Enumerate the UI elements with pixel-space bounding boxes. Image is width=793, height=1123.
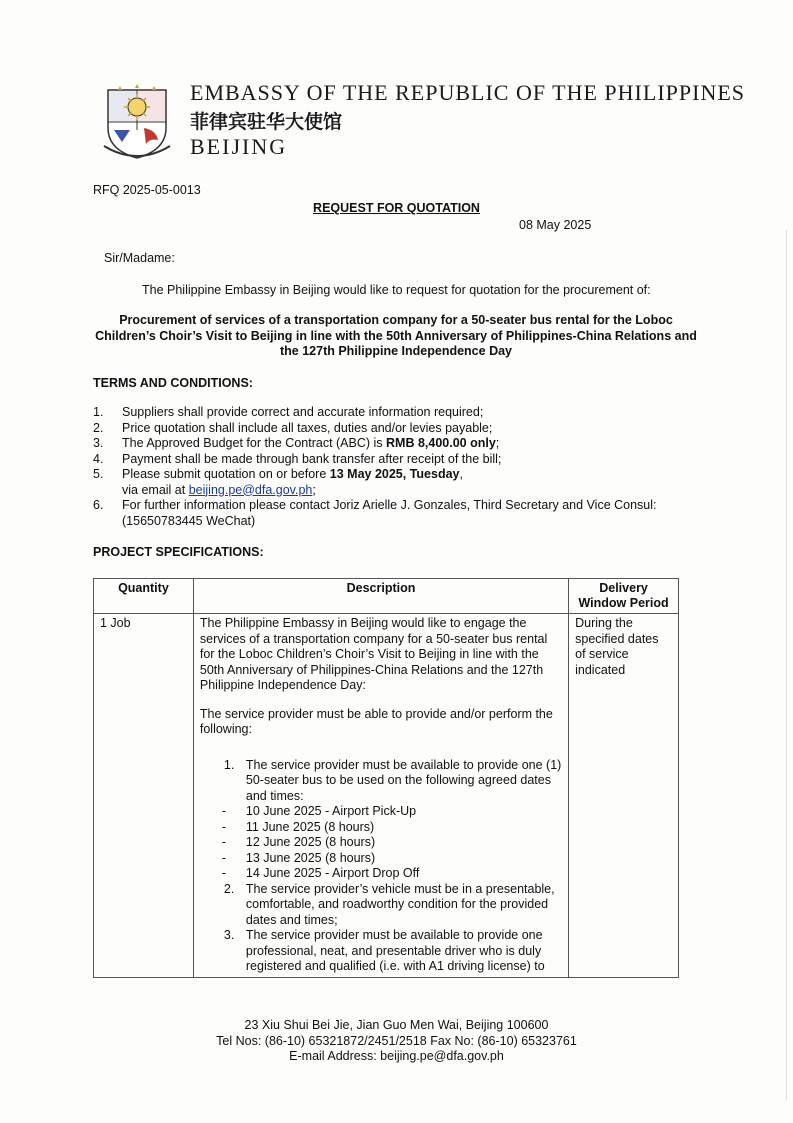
cell-quantity: 1 Job [94,614,194,978]
cell-description [193,614,568,978]
list-item: 2. The service provider’s vehicle must be in a presentable, comfortable, and roadworthy condition for the provided dates and times; [223,881,555,927]
description-paragraph: The Philippine Embassy in Beijing would like to engage the services of a transportation company for a 50-seater bus rental for the Loboc Children’s Choir’s Visit to Beijing in line with the 50th Anniversary of Philippines-China Relations and the 127th Philippine Independence Day: [199,616,548,692]
terms-heading: TERMS AND CONDITIONS: [93,376,253,390]
scan-edge-line [786,230,787,1100]
rfq-number: RFQ 2025-05-0013 [93,183,201,197]
table-header-row [94,579,679,614]
list-item: - 14 June 2025 - Airport Drop Off [221,866,420,880]
footer-address: 23 Xiu Shui Bei Jie, Jian Guo Men Wai, Beijing 100600 [244,1018,549,1032]
list-item: - 13 June 2025 (8 hours) [221,850,376,865]
term-item: 3. The Approved Budget for the Contract (ABC) is RMB 8,400.00 only; [93,436,500,450]
cell-delivery: During the specified dates of service indicated [569,614,679,978]
terms-list [93,405,693,529]
footer [0,1018,793,1065]
table-row [94,614,679,978]
list-item: - 12 June 2025 (8 hours) [221,835,376,849]
specs-heading: PROJECT SPECIFICATIONS: [93,545,264,559]
intro-paragraph: The Philippine Embassy in Beijing would like to request for quotation for the procurement of: [142,283,651,297]
abc-amount: RMB 8,400.00 only [386,436,496,450]
description-paragraph: The service provider must be able to provide and/or perform the following: [199,706,553,736]
procurement-subject: Procurement of services of a transportation company for a 50-seater bus rental for the Loboc Children’s Choir’s Visit to Beijing in line with the 50th Anniversary of Philippines-China Relations and the 127th Philippine Independence Day [95,313,697,358]
list-item: - 10 June 2025 - Airport Pick-Up [221,804,417,818]
term-item: 4. Payment shall be made through bank transfer after receipt of the bill; [93,451,502,466]
document-title: REQUEST FOR QUOTATION [313,201,480,215]
col-header-delivery: Delivery Window Period [569,579,679,614]
salutation: Sir/Madame: [104,251,175,265]
letterhead-city: BEIJING [190,134,288,159]
col-header-description: Description [193,579,568,614]
list-item: 1. The service provider must be available to provide one (1) 50-seater bus to be used on the following agreed dates and times: [223,757,562,803]
specifications-table [93,578,679,978]
term-item: 1. Suppliers shall provide correct and accurate information required; [93,405,484,419]
term-item: 2. Price quotation shall include all taxes, duties and/or levies payable; [93,420,493,435]
deadline-date: 13 May 2025, Tuesday [329,467,460,481]
term-item: 6. For further information please contact Joriz Arielle J. Gonzales, Third Secretary and Vice Consul: (15650783445 WeChat) [93,498,657,528]
list-item: - 11 June 2025 (8 hours) [221,819,375,834]
document-date: 08 May 2025 [519,218,592,232]
list-item: 3. The service provider must be available to provide one professional, neat, and presentable driver who is duly registered and qualified (i.e. with A1 driving license) to [223,928,545,973]
submission-email-link[interactable]: beijing.pe@dfa.gov.ph [188,482,313,497]
letterhead-chinese-name: 菲律宾驻华大使馆 [190,111,343,133]
col-header-quantity: Quantity [94,579,194,614]
footer-email: E-mail Address: beijing.pe@dfa.gov.ph [289,1049,504,1063]
service-requirements-list [200,758,562,975]
philippine-seal-logo [100,80,174,162]
term-item: 5. Please submit quotation on or before 13 May 2025, Tuesday, via email at beijing.pe@dfa.gov.ph; [93,467,463,497]
letterhead-title: EMBASSY OF THE REPUBLIC OF THE PHILIPPINES [190,80,746,105]
footer-phones: Tel Nos: (86-10) 65321872/2451/2518 Fax No: (86-10) 65323761 [216,1033,577,1048]
